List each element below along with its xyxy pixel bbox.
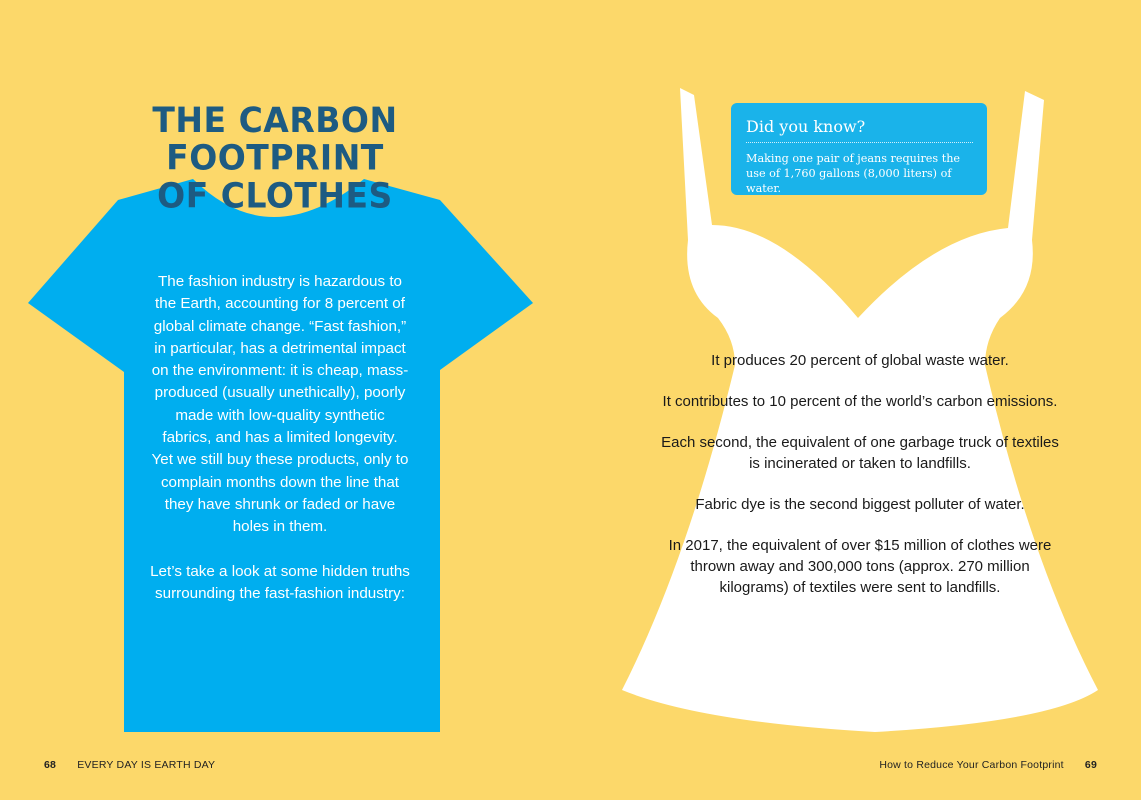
- callout-text: Making one pair of jeans requires the use of 1,760 gallons (8,000 liters) of water.: [746, 152, 961, 195]
- fact-5: In 2017, the equivalent of over $15 million of clothes were thrown away and 300,000 tons (approx. 270 million kilograms) of textiles were sent to landfills.: [668, 537, 1052, 596]
- fact-2: It contributes to 10 percent of the world’s carbon emissions.: [662, 393, 1058, 410]
- fact-3: Each second, the equivalent of one garbage truck of textiles is incinerated or taken to landfills.: [661, 434, 1059, 472]
- running-title-left: EVERY DAY IS EARTH DAY: [77, 759, 216, 771]
- shirt-paragraph-2: Let’s take a look at some hidden truths surrounding the fast-fashion industry:: [150, 562, 410, 602]
- shirt-paragraph-1: The fashion industry is hazardous to the Earth, accounting for 8 percent of global climate change. “Fast fashion,” in particular, has a detrimental impact on the environment: it is cheap, mass-produced (usually unethically), poorly made with low-quality synthetic fabrics, and has a limited longevity. Yet we still buy these products, only to complain months down the line that they have shrunk or faded or have holes in them.: [151, 273, 409, 536]
- page-title: [80, 101, 470, 214]
- fact-1: It produces 20 percent of global waste water.: [711, 352, 1009, 369]
- title-line-1: THE CARBON FOOTPRINT: [152, 99, 398, 179]
- shirt-text-block: [150, 271, 410, 627]
- running-title-right: How to Reduce Your Carbon Footprint: [879, 759, 1064, 771]
- page-number-left: 68: [44, 759, 57, 771]
- footer-left: [44, 759, 215, 771]
- did-you-know-callout: [731, 103, 987, 195]
- dress-facts-block: [660, 350, 1060, 618]
- page-number-right: 69: [1084, 759, 1097, 771]
- callout-heading: Did you know?: [746, 117, 973, 143]
- title-line-2: OF CLOTHES: [157, 174, 393, 216]
- fact-4: Fabric dye is the second biggest polluter of water.: [695, 496, 1025, 513]
- footer-right: [879, 759, 1097, 771]
